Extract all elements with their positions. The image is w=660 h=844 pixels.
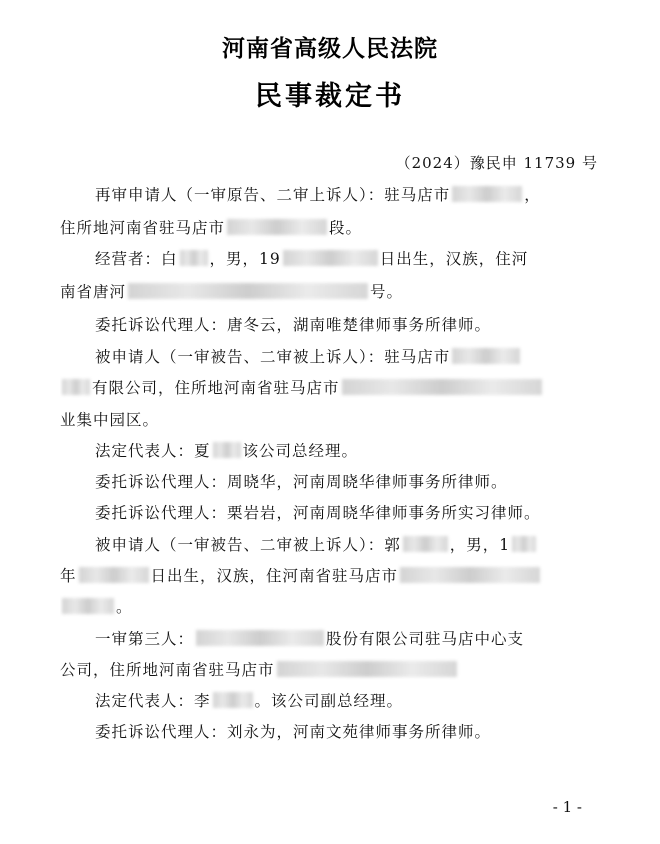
case-number: （2024）豫民申 11739 号 [395,154,598,172]
redacted-block [180,250,208,266]
operator-line-2 [60,280,600,302]
redacted-block [62,598,114,614]
respondent2-label: 被申请人（一审被告、二审被上诉人）：郭 [95,536,401,554]
redacted-block [277,661,457,677]
respondent1-address: 有限公司，住所地河南省驻马店市 [92,379,340,397]
respondent2-line-1 [95,533,600,555]
redacted-block [62,379,90,395]
applicant-label: 再审申请人（一审原告、二审上诉人）：驻马店市 [95,186,451,204]
text: 年 [60,567,77,585]
legal-rep-line-2 [95,689,600,711]
respondent1-line-3: 业集中园区。 [60,411,160,429]
third-party-line-1 [95,627,600,649]
redacted-block [512,536,536,552]
text: ， [524,186,541,204]
text: 股份有限公司驻马店中心支 [326,630,525,648]
text: ，男，1 [449,536,511,554]
respondent1-label: 被申请人（一审被告、二审被上诉人）：驻马店市 [95,348,451,366]
redacted-block [283,250,378,266]
agent-line-3: 委托诉讼代理人：栗岩岩，河南周晓华律师事务所实习律师。 [95,504,541,522]
redacted-block [452,186,522,202]
applicant-line-2 [60,216,600,238]
legal-rep-label: 法定代表人：李 [95,692,211,710]
redacted-block [227,219,327,235]
redacted-block [128,283,368,299]
agent-line-4: 委托诉讼代理人：刘永为，河南文苑律师事务所律师。 [95,723,492,741]
operator-address: 南省唐河 [60,283,127,301]
respondent2-address: 日出生，汉族，住河南省驻马店市 [150,567,399,585]
text: 。该公司副总经理。 [254,692,404,710]
third-party-line-2 [60,658,600,680]
text: 该公司总经理。 [242,442,359,460]
third-party-label: 一审第三人： [95,630,195,648]
redacted-block [213,692,253,708]
respondent1-line-1 [95,345,600,367]
document-title: 民事裁定书 [255,81,405,112]
redacted-block [403,536,448,552]
page-number: - 1 - [552,798,582,816]
operator-label: 经营者：白 [95,250,178,268]
applicant-line-1 [95,183,600,205]
respondent2-line-3 [60,595,600,617]
redacted-block [452,348,520,364]
text: ，男，19 [209,250,281,268]
agent-line-1: 委托诉讼代理人：唐冬云，湖南唯楚律师事务所律师。 [95,316,492,334]
court-name: 河南省高级人民法院 [222,36,438,62]
legal-rep-line-1 [95,439,600,461]
redacted-block [213,442,241,458]
text: 日出生，汉族，住河 [379,250,529,268]
text: 号。 [370,283,404,301]
respondent1-line-2 [60,376,600,398]
operator-line-1 [95,247,600,269]
redacted-block [342,379,542,395]
text: 。 [116,598,133,616]
respondent2-line-2 [60,564,600,586]
legal-rep-label: 法定代表人：夏 [95,442,211,460]
redacted-block [196,630,324,646]
redacted-block [400,567,540,583]
applicant-address: 住所地河南省驻马店市 [60,219,226,237]
redacted-block [79,567,149,583]
agent-line-2: 委托诉讼代理人：周晓华，河南周晓华律师事务所律师。 [95,473,508,491]
text: 段。 [329,219,363,237]
third-party-address: 公司，住所地河南省驻马店市 [60,661,275,679]
